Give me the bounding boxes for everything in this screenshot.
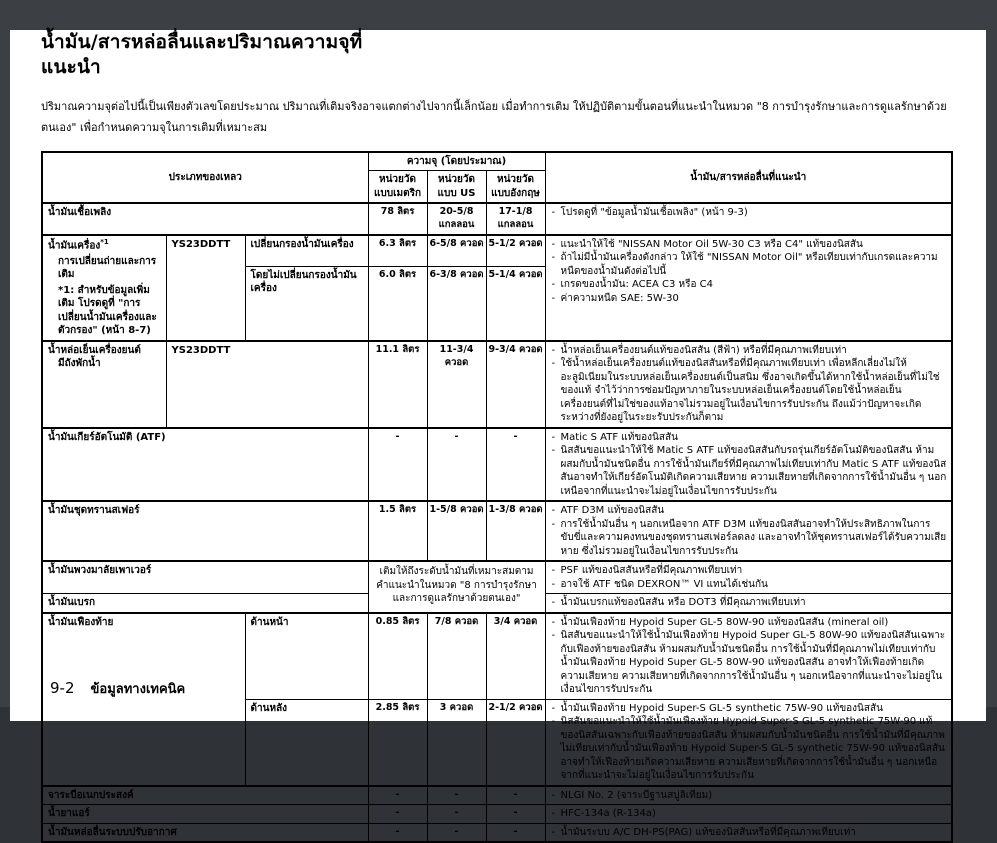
psf-label: น้ำมันพวงมาลัยเพาเวอร์ xyxy=(42,561,368,594)
grease-label: จาระบีอเนกประสงค์ xyxy=(42,786,368,805)
atf-notes xyxy=(545,428,952,502)
page-title xyxy=(41,30,955,80)
row-engine-oil-with-filter xyxy=(42,235,952,266)
header-recommended: น้ำมัน/สารหล่อลื่นที่แนะนำ xyxy=(545,152,952,204)
note-line: - HFC-134a (R-134a) xyxy=(548,807,948,821)
note-line: - การใช้น้ำมันอื่น ๆ นอกเหนือจาก ATF D3M แท้ของนิสสันอาจทำให้ประสิทธิภาพในการขับขี่และความคงทนของชุดทรานสเฟอร์ลดลง และอาจทำให้ชุดทรานสเฟอร์ได้รับความเสียหาย ซึ่งไม่รวมอยู่ในเงื่อนไขการรับประกัน xyxy=(548,518,948,559)
coolant-label-cell xyxy=(42,341,166,428)
engine-oil-without-filter-imperial: 5-1/4 ควอด xyxy=(486,266,545,340)
header-fluid-type: ประเภทของเหลว xyxy=(42,152,368,204)
capacity-table xyxy=(41,151,953,843)
page-number: 9-2 xyxy=(50,679,75,697)
fuel-imperial: 17-1/8 แกลลอน xyxy=(486,203,545,235)
grease-us: - xyxy=(427,786,486,805)
diff-rear-label: ด้านหลัง xyxy=(245,699,368,786)
grease-notes xyxy=(545,786,952,805)
row-coolant xyxy=(42,341,952,428)
note-line: - NLGI No. 2 (จาระบีฐานสบู่ลิเทียม) xyxy=(548,789,948,803)
engine-oil-with-filter-us: 6-5/8 ควอด xyxy=(427,235,486,266)
engine-oil-without-filter-us: 6-3/8 ควอด xyxy=(427,266,486,340)
header-unit-imperial: หน่วยวัด แบบอังกฤษ xyxy=(486,171,545,204)
diff-front-imperial: 3/4 ควอด xyxy=(486,613,545,700)
header-capacity-group: ความจุ (โดยประมาณ) xyxy=(368,152,545,171)
row-atf xyxy=(42,428,952,502)
section-title: ข้อมูลทางเทคนิค xyxy=(90,682,186,697)
coolant-engine-code: YS23DDTT xyxy=(166,341,368,428)
coolant-metric: 11.1 ลิตร xyxy=(368,341,427,428)
note-line: - PSF แท้ของนิสสันหรือที่มีคุณภาพเทียบเท่า xyxy=(548,564,948,578)
transfer-label: น้ำมันชุดทรานสเฟอร์ xyxy=(42,501,368,561)
page-title-line1: น้ำมัน/สารหล่อลื่นและปริมาณความจุที่ xyxy=(41,31,363,53)
note-line: - ATF D3M แท้ของนิสสัน xyxy=(548,504,948,518)
ac-lubricant-us: - xyxy=(427,823,486,842)
ac-lubricant-label: น้ำมันหล่อลื่นระบบปรับอากาศ xyxy=(42,823,368,842)
coolant-label: น้ำหล่อเย็นเครื่องยนต์ xyxy=(48,344,141,356)
psf-notes xyxy=(545,561,952,594)
note-line: - นิสสันขอแนะนำให้ใช้ Matic S ATF แท้ของนิสสันกับรถรุ่นเกียร์อัตโนมัติของนิสสัน ห้ามผสมกับน้ำมันชนิดอื่น การใช้น้ำมันเกียร์ที่มีคุณภาพไม่เทียบเท่ากับ Matic S ATF แท้ของนิสสันอาจทำให้เกียร์อัตโนมัติเกิดความเสียหาย ความเสียหายที่เกิดจากการใช้น้ำมันอื่น ๆ นอกเหนือจากที่แนะนำจะไม่อยู่ในเงื่อนไขการรับประกัน xyxy=(548,444,948,498)
note-line: - ใช้น้ำหล่อเย็นเครื่องยนต์แท้ของนิสสันหรือที่มีคุณภาพเทียบเท่า เพื่อหลีกเลี่ยงไม่ให้อะลูมิเนียมในระบบหล่อเย็นเครื่องยนต์เป็นสนิม ซึ่งอาจเกิดขึ้นได้หากใช้น้ำหล่อเย็นที่ไม่ใช่ของแท้ จำไว้ว่าการซ่อมปัญหาภายในระบบหล่อเย็นเครื่องยนต์โดยใช้น้ำหล่อเย็นเครื่องยนต์ที่ไม่ใช่ของแท้อาจไม่รวมอยู่ในเงื่อนไขการรับประกัน ถึงแม้ว่าปัญหาจะเกิดระหว่างที่ยังอยู่ในระยะรับประกันก็ตาม xyxy=(548,357,948,425)
refrigerant-imperial: - xyxy=(486,805,545,824)
grease-imperial: - xyxy=(486,786,545,805)
diff-front-metric: 0.85 ลิตร xyxy=(368,613,427,700)
row-psf xyxy=(42,561,952,594)
ac-lubricant-imperial: - xyxy=(486,823,545,842)
diff-rear-notes xyxy=(545,699,952,786)
row-refrigerant xyxy=(42,805,952,824)
fuel-notes xyxy=(545,203,952,235)
manual-page xyxy=(10,30,986,838)
engine-oil-footnote: *1: สำหรับข้อมูลเพิ่มเติม โปรดดูที่ "การเปลี่ยนน้ำมันเครื่องและตัวกรอง" (หน้า 8-7) xyxy=(58,284,157,337)
fuel-metric: 78 ลิตร xyxy=(368,203,427,235)
header-unit-us: หน่วยวัด แบบ US xyxy=(427,171,486,204)
coolant-imperial: 9-3/4 ควอด xyxy=(486,341,545,428)
engine-oil-notes xyxy=(545,235,952,341)
intro-paragraph: ปริมาณความจุต่อไปนี้เป็นเพียงตัวเลขโดยประมาณ ปริมาณที่เติมจริงอาจแตกต่างไปจากนี้เล็กน้อย เมื่อทำการเติม ให้ปฏิบัติตามขั้นตอนที่แนะนำในหมวด "8 การบำรุงรักษาและการดูแลรักษาด้วยตนเอง" เพื่อกำหนดความจุในการเติมที่เหมาะสม xyxy=(41,100,947,134)
note-line: - น้ำมันเฟืองท้าย Hypoid Super GL-5 80W-90 แท้ของนิสสัน (mineral oil) xyxy=(548,616,948,630)
transfer-imperial: 1-3/8 ควอด xyxy=(486,501,545,561)
row-fuel xyxy=(42,203,952,235)
engine-oil-engine-code: YS23DDTT xyxy=(166,235,245,341)
engine-oil-without-filter-metric: 6.0 ลิตร xyxy=(368,266,427,340)
engine-oil-label: น้ำมันเครื่อง xyxy=(48,240,101,252)
fuel-label: น้ำมันเชื้อเพลิง xyxy=(42,203,368,235)
note-line: - Matic S ATF แท้ของนิสสัน xyxy=(548,431,948,445)
atf-label: น้ำมันเกียร์อัตโนมัติ (ATF) xyxy=(42,428,368,502)
diff-label: น้ำมันเฟืองท้าย xyxy=(42,613,245,786)
brake-notes xyxy=(545,594,952,613)
page-footer xyxy=(50,678,185,699)
header-unit-metric: หน่วยวัด แบบเมตริก xyxy=(368,171,427,204)
row-ac-lubricant xyxy=(42,823,952,842)
diff-front-notes xyxy=(545,613,952,700)
row-transfer xyxy=(42,501,952,561)
transfer-notes xyxy=(545,501,952,561)
note-line: - อาจใช้ ATF ชนิด DEXRON™ VI แทนได้เช่นกัน xyxy=(548,578,948,592)
atf-metric: - xyxy=(368,428,427,502)
diff-rear-imperial: 2-1/2 ควอด xyxy=(486,699,545,786)
note-line: - น้ำมันระบบ A/C DH-PS(PAG) แท้ของนิสสันหรือที่มีคุณภาพเทียบเท่า xyxy=(548,826,948,840)
engine-oil-with-filter-imperial: 5-1/2 ควอด xyxy=(486,235,545,266)
diff-rear-us: 3 ควอด xyxy=(427,699,486,786)
ac-lubricant-metric: - xyxy=(368,823,427,842)
atf-us: - xyxy=(427,428,486,502)
row-grease xyxy=(42,786,952,805)
grease-metric: - xyxy=(368,786,427,805)
engine-oil-with-filter-label: เปลี่ยนกรองน้ำมันเครื่อง xyxy=(245,235,368,266)
engine-oil-sublabel: การเปลี่ยนถ่ายและการเติม xyxy=(58,255,157,281)
diff-rear-metric: 2.85 ลิตร xyxy=(368,699,427,786)
ac-lubricant-notes xyxy=(545,823,952,842)
engine-oil-with-filter-metric: 6.3 ลิตร xyxy=(368,235,427,266)
atf-imperial: - xyxy=(486,428,545,502)
refrigerant-label: น้ำยาแอร์ xyxy=(42,805,368,824)
fuel-us: 20-5/8 แกลลอน xyxy=(427,203,486,235)
note-line: - น้ำหล่อเย็นเครื่องยนต์แท้ของนิสสัน (สีฟ้า) หรือที่มีคุณภาพเทียบเท่า xyxy=(548,344,948,358)
coolant-notes xyxy=(545,341,952,428)
diff-front-label: ด้านหน้า xyxy=(245,613,368,700)
refrigerant-metric: - xyxy=(368,805,427,824)
brake-label: น้ำมันเบรก xyxy=(42,594,368,613)
engine-oil-without-filter-label: โดยไม่เปลี่ยนกรองน้ำมันเครื่อง xyxy=(245,266,368,340)
note-line: - โปรดดูที่ "ข้อมูลน้ำมันเชื้อเพลิง" (หน้า 9-3) xyxy=(548,206,948,220)
note-line: - นิสสันขอแนะนำให้ใช้น้ำมันเฟืองท้าย Hypoid Super GL-5 80W-90 แท้ของนิสสันเฉพาะกับเฟืองท้ายของนิสสัน ห้ามผสมกับน้ำมันชนิดอื่น การใช้น้ำมันที่มีคุณภาพไม่เทียบเท่ากับน้ำมันเฟืองท้าย Hypoid Super GL-5 80W-90 แท้ของนิสสัน อาจทำให้เฟืองท้ายเกิดความเสียหาย ความเสียหายที่เกิดจากการใช้น้ำมันอื่น ๆ นอกเหนือจากที่แนะนำจะไม่อยู่ในเงื่อนไขการรับประกัน xyxy=(548,629,948,697)
coolant-us: 11-3/4 ควอด xyxy=(427,341,486,428)
engine-oil-footnote-marker: *1 xyxy=(100,237,109,246)
note-line: - แนะนำให้ใช้ "NISSAN Motor Oil 5W-30 C3 หรือ C4" แท้ของนิสสัน xyxy=(548,238,948,252)
page-title-line2: แนะนำ xyxy=(41,56,101,79)
note-line: - น้ำมันเบรกแท้ของนิสสัน หรือ DOT3 ที่มีคุณภาพเทียบเท่า xyxy=(548,596,948,610)
refrigerant-us: - xyxy=(427,805,486,824)
diff-front-us: 7/8 ควอด xyxy=(427,613,486,700)
header-row-1 xyxy=(42,152,952,171)
fill-to-level-note: เติมให้ถึงระดับน้ำมันที่เหมาะสมตามคำแนะนำในหมวด "8 การบำรุงรักษาและการดูแลรักษาด้วยตนเอง" xyxy=(368,561,545,613)
note-line: - น้ำมันเฟืองท้าย Hypoid Super-S GL-5 synthetic 75W-90 แท้ของนิสสัน xyxy=(548,702,948,716)
capacity-table-wrap xyxy=(41,151,986,843)
transfer-us: 1-5/8 ควอด xyxy=(427,501,486,561)
note-line: - เกรดของน้ำมัน: ACEA C3 หรือ C4 xyxy=(548,278,948,292)
engine-oil-label-cell xyxy=(42,235,166,341)
coolant-sublabel: มีถังพักน้ำ xyxy=(58,358,101,370)
transfer-metric: 1.5 ลิตร xyxy=(368,501,427,561)
note-line: - ถ้าไม่มีน้ำมันเครื่องดังกล่าว ให้ใช้ "NISSAN Motor Oil" หรือเทียบเท่ากับเกรดและความหนืดของน้ำมันดังต่อไปนี้ xyxy=(548,251,948,278)
note-line: - ค่าความหนืด SAE: 5W-30 xyxy=(548,292,948,306)
note-line: - นิสสันขอแนะนำให้ใช้น้ำมันเฟืองท้าย Hypoid Super-S GL-5 synthetic 75W-90 แท้ของนิสสันเฉพาะกับเฟืองท้ายของนิสสัน ห้ามผสมกับน้ำมันชนิดอื่น การใช้น้ำมันที่มีคุณภาพไม่เทียบเท่ากับน้ำมันเฟืองท้าย Hypoid Super-S GL-5 synthetic 75W-90 แท้ของนิสสัน อาจทำให้เฟืองท้ายเกิดความเสียหาย ความเสียหายที่เกิดจากการใช้น้ำมันอื่น ๆ นอกเหนือจากที่แนะนำจะไม่อยู่ในเงื่อนไขการรับประกัน xyxy=(548,715,948,783)
refrigerant-notes xyxy=(545,805,952,824)
